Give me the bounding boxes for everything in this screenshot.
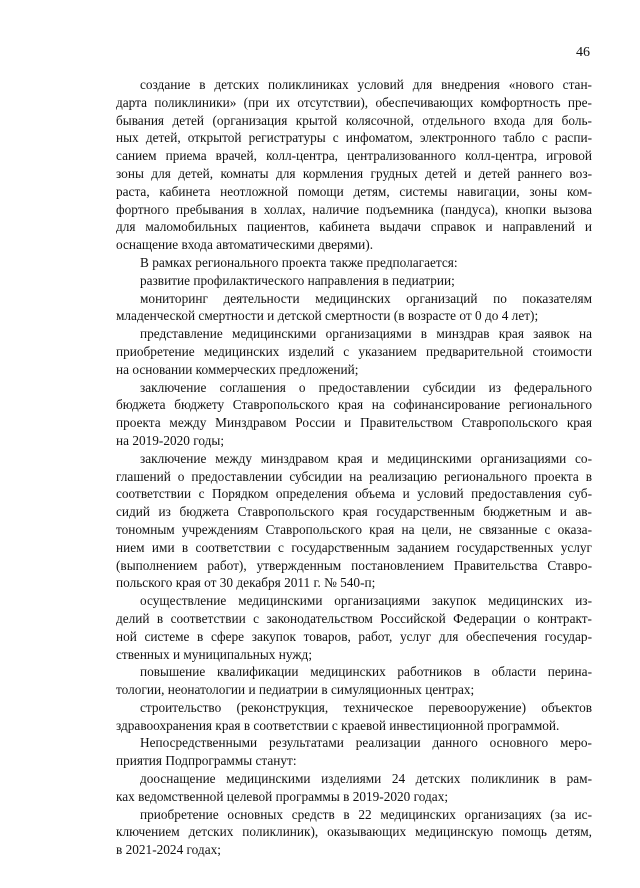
text-line: соответствии с Порядком определения объема и условий предоставления суб- bbox=[116, 486, 592, 502]
text-line: санием приема врачей, колл-центра, централизованного колл-центра, игровой bbox=[116, 148, 592, 164]
text-line: в 2021-2024 годах; bbox=[116, 842, 221, 858]
text-line: ключением детских поликлиник), оказывающих медицинскую помощь детям, bbox=[116, 824, 592, 840]
text-line: на основании коммерческих предложений; bbox=[116, 361, 359, 377]
paragraph bbox=[116, 663, 592, 699]
text-line: тологии, неонатологии и педиатрии в симуляционных центрах; bbox=[116, 682, 475, 698]
paragraph bbox=[116, 254, 592, 272]
text-line: заключение соглашения о предоставлении субсидии из федерального bbox=[140, 379, 592, 395]
text-line: раста, кабинета неотложной помощи детям, системы навигации, зоны ком- bbox=[116, 183, 592, 199]
paragraph bbox=[116, 272, 592, 290]
text-line: строительство (реконструкция, техническое перевооружение) объектов bbox=[140, 699, 592, 715]
text-line: приятия Подпрограммы станут: bbox=[116, 753, 297, 769]
text-line: ственных и муниципальных нужд; bbox=[116, 646, 313, 662]
text-line: приобретение медицинских изделий с указанием предварительной стоимости bbox=[116, 343, 592, 359]
text-line: создание в детских поликлиниках условий для внедрения «нового стан- bbox=[140, 77, 592, 92]
page-number: 46 bbox=[576, 45, 590, 60]
text-line: заключение между минздравом края и медицинскими организациями со- bbox=[140, 450, 592, 466]
text-line: повышение квалификации медицинских работников в области перина- bbox=[140, 664, 592, 680]
text-line: здравоохранения края в соответствии с краевой инвестиционной программой. bbox=[116, 717, 560, 733]
text-line: В рамках регионального проекта также предполагается: bbox=[140, 254, 458, 270]
text-line: дарта поликлиники» (при их отсутствии), обеспечивающих комфортность пре- bbox=[116, 94, 592, 110]
text-line: дооснащение медицинскими изделиями 24 детских поликлиник в рам- bbox=[140, 771, 592, 787]
text-line: оснащение входа автоматическими дверями). bbox=[116, 237, 374, 253]
text-line: младенческой смертности и детской смертности (в возрасте от 0 до 4 лет); bbox=[116, 308, 539, 324]
text-line: ных детей, открытой регистратуры с инфоматом, электронного табло с распи- bbox=[116, 130, 592, 146]
text-line: для маломобильных пациентов, кабинета выдачи справок и направлений и bbox=[116, 219, 592, 235]
text-line: мониторинг деятельности медицинских организаций по показателям bbox=[140, 290, 592, 306]
text-line: приобретение основных средств в 22 медицинских организациях (за ис- bbox=[140, 806, 592, 822]
paragraph bbox=[116, 290, 592, 326]
paragraph bbox=[116, 450, 592, 592]
text-line: нием ими в соответствии с государственным заданием государственных услуг bbox=[116, 539, 592, 555]
text-line: осуществление медицинскими организациями закупок медицинских из- bbox=[140, 593, 592, 609]
paragraph bbox=[116, 770, 592, 806]
text-line: делий в соответствии с законодательством Российской Федерации о контракт- bbox=[116, 610, 592, 626]
text-line: сидий из бюджета Ставропольского края государственным бюджетным и ав- bbox=[116, 504, 592, 520]
body-text bbox=[116, 76, 592, 859]
text-line: тономным учреждениям Ставропольского края на цели, не связанные с оказа- bbox=[116, 521, 592, 537]
text-line: ках ведомственной целевой программы в 2019-2020 годах; bbox=[116, 788, 449, 804]
text-line: проекта между Минздравом России и Правительством Ставропольского края bbox=[116, 415, 592, 431]
text-line: фортного пребывания в холлах, наличие подъемника (пандуса), кнопки вызова bbox=[116, 201, 592, 217]
text-line: развитие профилактического направления в педиатрии; bbox=[140, 272, 455, 288]
text-line: бюджета бюджету Ставропольского края на софинансирование регионального bbox=[116, 397, 592, 413]
text-line: зоны для детей, комнаты для кормления грудных детей и детей раннего воз- bbox=[116, 165, 592, 181]
paragraph bbox=[116, 699, 592, 735]
paragraph bbox=[116, 325, 592, 378]
text-line: глашений о предоставлении субсидии на реализацию регионального проекта в bbox=[116, 468, 592, 484]
text-line: (выполнением работ), утвержденным постановлением Правительства Ставро- bbox=[116, 557, 592, 573]
text-line: польского края от 30 декабря 2011 г. № 540-п; bbox=[116, 575, 376, 591]
text-line: на 2019-2020 годы; bbox=[116, 432, 225, 448]
paragraph bbox=[116, 806, 592, 859]
text-line: представление медицинскими организациями в минздрав края заявок на bbox=[140, 326, 592, 342]
text-line: ной системе в сфере закупок товаров, работ, услуг для обеспечения государ- bbox=[116, 628, 592, 644]
paragraph bbox=[116, 592, 592, 663]
text-line: бывания детей (организация крытой колясочной, отдельного входа для боль- bbox=[116, 112, 592, 128]
text-line: Непосредственными результатами реализации данного основного меро- bbox=[140, 735, 592, 751]
paragraph bbox=[116, 379, 592, 450]
paragraph bbox=[116, 76, 592, 254]
paragraph bbox=[116, 734, 592, 770]
